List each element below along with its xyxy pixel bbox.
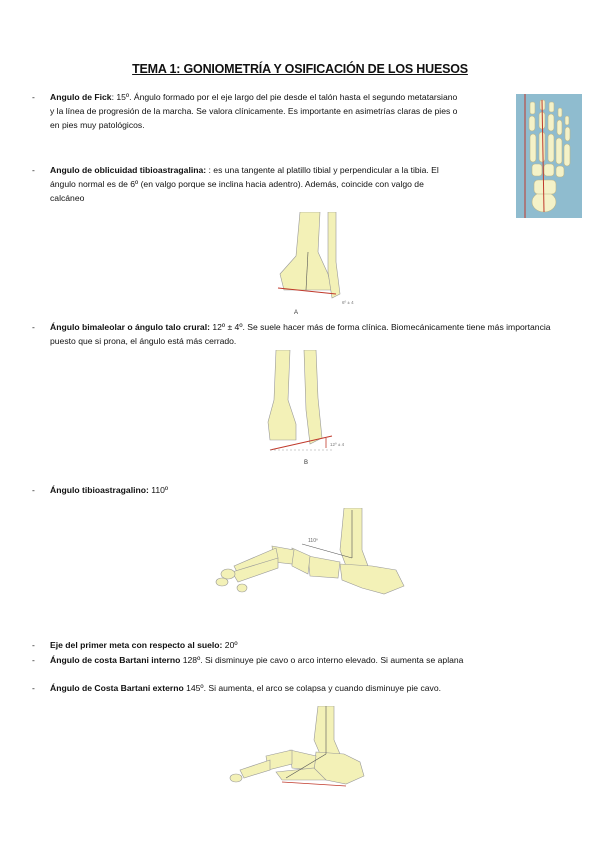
figure-small-label: 110º — [308, 538, 318, 544]
line: puesto que si prona, el ángulo está más cerrado. — [50, 336, 237, 346]
figure-small-label: 12º ± 4 — [330, 442, 345, 447]
figure-label-a: A — [294, 310, 299, 316]
list-item-bartani-interno — [32, 653, 572, 667]
foot-bartani-figure — [226, 706, 370, 796]
page-title: TEMA 1: GONIOMETRÍA Y OSIFICACIÓN DE LOS HUESOS — [132, 62, 468, 76]
line: en pies muy patológicos. — [50, 120, 145, 130]
line: 145º. Si aumenta, el arco se colapsa y cuando disminuye pie cavo. — [183, 683, 441, 693]
line: : es una tangente al platillo tibial y perpendicular a la tibia. El — [206, 165, 439, 175]
term-primer-meta: Eje del primer meta con respecto al suelo: — [50, 640, 223, 650]
term-oblicuidad: Angulo de oblicuidad tibioastragalina: — [50, 165, 207, 175]
foot-xray-figure — [516, 94, 582, 218]
term-tibioastragalino: Ángulo tibioastragalino: — [50, 485, 149, 495]
bullet-dash: - — [32, 485, 35, 495]
list-item-tibioastragalino — [32, 483, 432, 497]
tibia-fibula-figure-b — [266, 350, 356, 468]
line: ángulo normal es de 6º (en valgo porque se inclina hacia adentro). Además, coincide con valgo de — [50, 179, 424, 189]
line: : 15º. Ángulo formado por el eje largo del pie desde el talón hasta el segundo metatarsiano — [111, 92, 458, 102]
line: calcáneo — [50, 193, 85, 203]
list-item-fick — [32, 90, 512, 132]
foot-lateral-figure — [212, 508, 410, 604]
figure-label-b: B — [304, 460, 309, 466]
line: 128º. Si disminuye pie cavo o arco interno elevado. Si aumenta se aplana — [180, 655, 464, 665]
bullet-dash: - — [32, 655, 35, 665]
list-item-bimaleolar — [32, 320, 600, 348]
list-item-primer-meta — [32, 638, 432, 652]
line: 110º — [148, 485, 169, 495]
line: 20º — [222, 640, 238, 650]
term-bartani-interno: Ángulo de costa Bartani interno — [50, 655, 181, 665]
term-bimaleolar: Ángulo bimaleolar o ángulo talo crural: — [50, 322, 210, 332]
bullet-dash: - — [32, 640, 35, 650]
line: 12º ± 4º. Se suele hacer más de forma clínica. Biomecánicamente tiene más importancia — [209, 322, 551, 332]
figure-small-label: 6º ± 4 — [342, 300, 354, 305]
term-fick: Angulo de Fick — [50, 92, 112, 102]
tibia-fibula-figure-a — [270, 212, 374, 318]
list-item-bartani-externo — [32, 681, 572, 695]
list-item-oblicuidad — [32, 163, 512, 205]
term-bartani-externo: Ángulo de Costa Bartani externo — [50, 683, 184, 693]
bullet-dash: - — [32, 92, 35, 102]
bullet-dash: - — [32, 683, 35, 693]
bullet-dash: - — [32, 165, 35, 175]
line: y la línea de progresión de la marcha. Se valora clínicamente. Es importante en asimetrías claras de pies o — [50, 106, 458, 116]
bullet-dash: - — [32, 322, 35, 332]
